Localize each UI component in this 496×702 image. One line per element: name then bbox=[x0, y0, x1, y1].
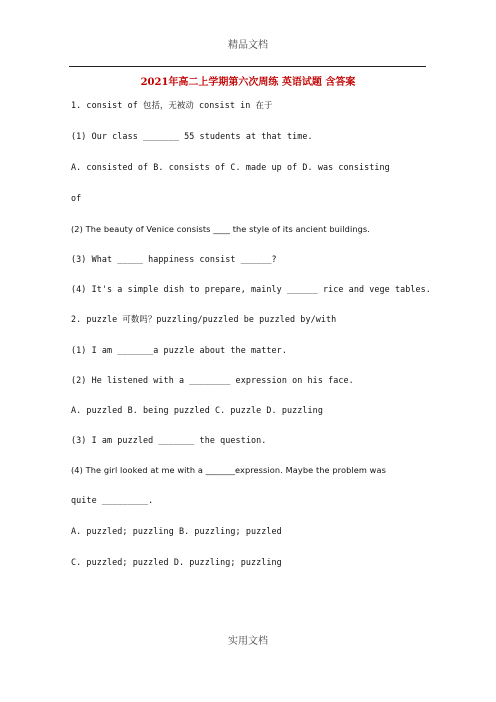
header-divider bbox=[69, 66, 426, 67]
page-footer: 实用文档 bbox=[228, 636, 268, 647]
answer-options: A. consisted of B. consists of C. made up of D. was consisting bbox=[71, 162, 390, 172]
question-line-continued: quite _________. bbox=[71, 495, 154, 505]
question-line: (3) What _____ happiness consist ______? bbox=[71, 254, 277, 264]
answer-options: A. puzzled B. being puzzled C. puzzle D. puzzling bbox=[71, 405, 323, 415]
question-line: (4) It's a simple dish to prepare, mainly ______ rice and vege tables. bbox=[71, 284, 431, 294]
page-header: 精品文档 bbox=[228, 40, 268, 51]
answer-options-continued: of bbox=[71, 193, 82, 203]
section-heading-puzzle: 2. puzzle 可数吗？puzzling/puzzled be puzzled by/with bbox=[71, 314, 337, 324]
question-line: (4) The girl looked at me with a _______expression. Maybe the problem was bbox=[71, 465, 386, 475]
section-heading-consist: 1. consist of 包括，无被动 consist in 在于 bbox=[71, 100, 273, 110]
question-line: (1) Our class _______ 55 students at that time. bbox=[71, 131, 313, 141]
question-line: (2) He listened with a ________ expression on his face. bbox=[71, 375, 354, 385]
question-line: (2) The beauty of Venice consists ____ the style of its ancient buildings. bbox=[71, 224, 370, 234]
document-title: 2021年高二上学期第六次周练 英语试题 含答案 bbox=[140, 77, 356, 88]
answer-options: A. puzzled; puzzling B. puzzling; puzzled bbox=[71, 526, 282, 536]
question-line: (1) I am _______a puzzle about the matter. bbox=[71, 345, 287, 355]
answer-options: C. puzzled; puzzled D. puzzling; puzzling bbox=[71, 557, 282, 567]
question-line: (3) I am puzzled _______ the question. bbox=[71, 435, 267, 445]
